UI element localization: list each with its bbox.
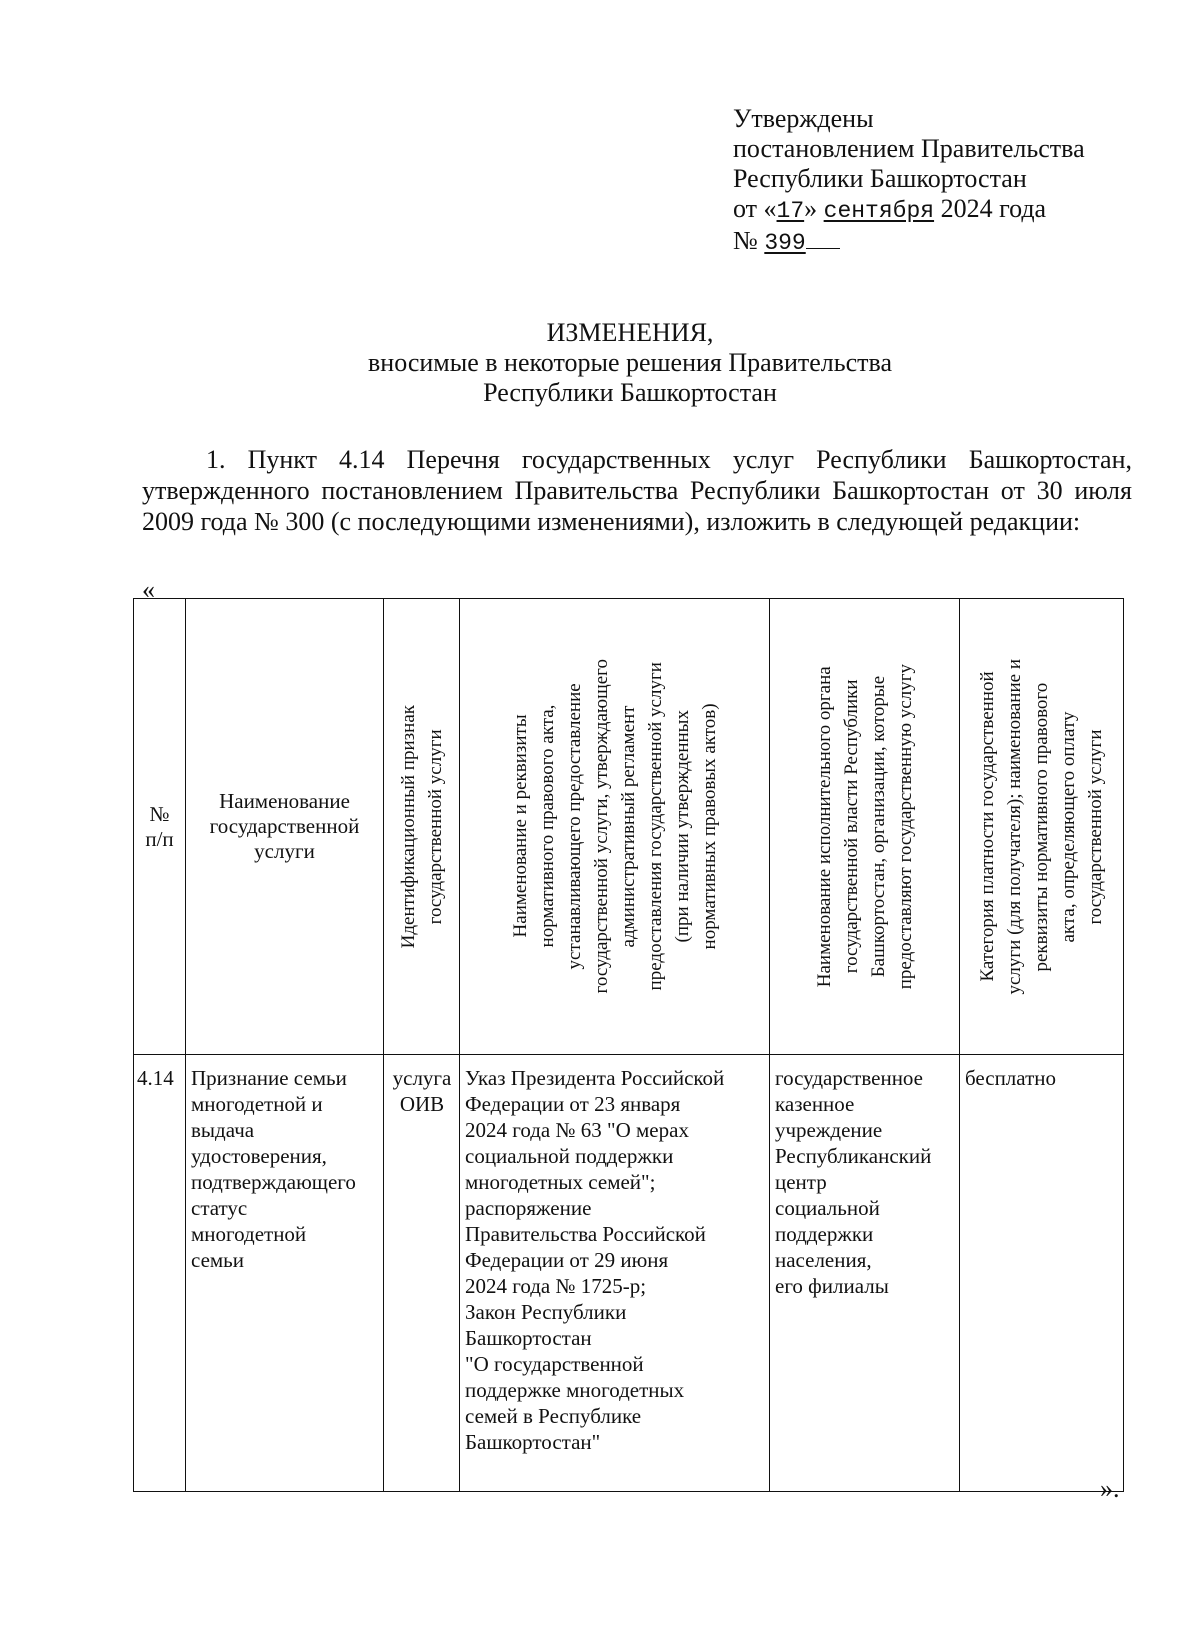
- date-month: сентября: [823, 198, 935, 224]
- opening-quote: «: [142, 575, 155, 604]
- header-num-text: № п/п: [145, 801, 174, 851]
- header-authority: [770, 599, 960, 1055]
- header-id-sign-text: Идентификационный признак государственной услуги: [397, 704, 446, 949]
- date-day: 17: [776, 198, 805, 224]
- date-prefix: от «: [733, 194, 777, 223]
- header-service-name-text: Наименование государственной услуги: [209, 789, 360, 863]
- cell-id-sign: услуга ОИВ: [384, 1055, 460, 1492]
- document-number: 399: [764, 230, 806, 256]
- title-subtitle-1: вносимые в некоторые решения Правительства: [368, 348, 892, 377]
- cell-payment: бесплатно: [960, 1055, 1124, 1492]
- date-mid: »: [804, 194, 818, 223]
- cell-service-name: Признание семьи многодетной и выдача удостоверения, подтверждающего статус многодетной семьи: [186, 1055, 384, 1492]
- header-num: [134, 599, 186, 1055]
- approval-line-1: Утверждены: [733, 104, 874, 133]
- date-year: 2024 года: [940, 194, 1047, 223]
- closing-quote: ».: [1100, 1474, 1120, 1503]
- approval-number: [733, 226, 1085, 258]
- table-header-row: [134, 599, 1124, 1055]
- approval-line-2: постановлением Правительства: [733, 134, 1085, 163]
- header-payment: [960, 599, 1124, 1055]
- approval-date: [733, 194, 1085, 226]
- header-legal-act-text: Наименование и реквизиты нормативного правового акта, устанавливающего предоставление государственной услуги, утверждающего административный регламент предоставления государственной услуги (при наличии утвержденных нормативных правовых актов): [509, 659, 720, 994]
- header-id-sign: [384, 599, 460, 1055]
- approval-stamp: [733, 104, 1085, 258]
- header-service-name: [186, 599, 384, 1055]
- cell-legal-act: Указ Президента Российской Федерации от 23 января 2024 года № 63 "О мерах социальной поддержки многодетных семей"; распоряжение Правительства Российской Федерации от 29 июня 2024 года № 1725-р; Закон Республики Башкортостан "О государственной поддержке многодетных семей в Республике Башкортостан": [460, 1055, 770, 1492]
- header-legal-act: [460, 599, 770, 1055]
- title-subtitle-2: Республики Башкортостан: [483, 378, 777, 407]
- title-heading: ИЗМЕНЕНИЯ,: [546, 318, 714, 347]
- body-paragraph: 1. Пункт 4.14 Перечня государственных услуг Республики Башкортостан, утвержденного постановлением Правительства Республики Башкортостан от 30 июля 2009 года № 300 (с последующими изменениями), изложить в следующей редакции:: [142, 445, 1132, 536]
- header-authority-text: Наименование исполнительного органа государственной власти Республики Башкортостан, организации, которые предоставляют государственную услугу: [813, 663, 916, 990]
- document-title: [300, 318, 960, 408]
- cell-num: 4.14: [134, 1055, 186, 1492]
- cell-authority: государственное казенное учреждение Республиканский центр социальной поддержки населения, его филиалы: [770, 1055, 960, 1492]
- services-table: [133, 598, 1124, 1492]
- table-row: [134, 1055, 1124, 1492]
- number-underline: [806, 226, 840, 249]
- approval-line-3: Республики Башкортостан: [733, 164, 1027, 193]
- header-payment-text: Категория платности государственной услуги (для получателя); наименование и реквизиты нормативного правового акта, определяющего оплату государственной услуги: [977, 658, 1106, 995]
- number-prefix: №: [733, 226, 758, 255]
